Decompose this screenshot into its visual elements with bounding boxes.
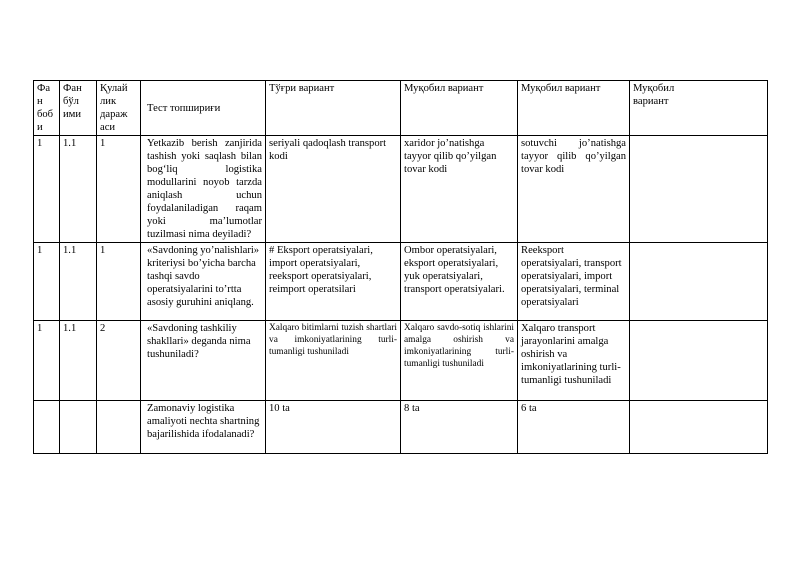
header-muqobil1: Муқобил вариант xyxy=(401,81,518,136)
test-questions-table xyxy=(33,80,768,454)
cell-togri: seriyali qadoqlash transport kodi xyxy=(266,136,401,243)
cell-daraja xyxy=(97,401,141,454)
table-row xyxy=(34,136,768,243)
table-header-row xyxy=(34,81,768,136)
header-bob: Фа н боб и xyxy=(34,81,60,136)
cell-bob xyxy=(34,401,60,454)
header-bolim: Фан бўл ими xyxy=(60,81,97,136)
cell-togri: # Eksport operatsiyalari, import operatsiyalari, reeksport operatsiyalari, reimport operatsilari xyxy=(266,243,401,321)
cell-daraja: 2 xyxy=(97,321,141,401)
cell-daraja: 1 xyxy=(97,136,141,243)
header-muqobil3: Муқобил вариант xyxy=(630,81,768,136)
cell-muqobil2: 6 ta xyxy=(518,401,630,454)
cell-muqobil3 xyxy=(630,243,768,321)
cell-muqobil2: Reeksport operatsiyalari, transport operatsiyalari, import operatsiyalari, terminal operatsiyalari xyxy=(518,243,630,321)
cell-savol: Zamonaviy logistika amaliyoti nechta shartning bajarilishida ifodalanadi? xyxy=(141,401,266,454)
cell-muqobil3 xyxy=(630,401,768,454)
cell-savol: «Savdoning yo’nalishlari» kriteriysi bo’yicha barcha tashqi savdo operatsiyalarini to’rtta asosiy guruhini aniqlang. xyxy=(141,243,266,321)
header-daraja: Қулай лик дараж аси xyxy=(97,81,141,136)
cell-bolim: 1.1 xyxy=(60,243,97,321)
header-savol: Тест топшириғи xyxy=(141,81,266,136)
cell-bob: 1 xyxy=(34,136,60,243)
table-row xyxy=(34,243,768,321)
cell-muqobil1: Ombor operatsiyalari, eksport operatsiyalari, yuk operatsiyalari, transport operatsiyalari. xyxy=(401,243,518,321)
cell-daraja: 1 xyxy=(97,243,141,321)
cell-muqobil3 xyxy=(630,321,768,401)
cell-muqobil1: xaridor jo’natishga tayyor qilib qo’yilgan tovar kodi xyxy=(401,136,518,243)
cell-bob: 1 xyxy=(34,243,60,321)
cell-muqobil2: Xalqaro transport jarayonlarini amalga oshirish va imkoniyatlarining turli-tumanligi tushuniladi xyxy=(518,321,630,401)
cell-bob: 1 xyxy=(34,321,60,401)
header-togri: Тўғри вариант xyxy=(266,81,401,136)
cell-muqobil3 xyxy=(630,136,768,243)
table-row xyxy=(34,401,768,454)
header-muqobil2: Муқобил вариант xyxy=(518,81,630,136)
cell-bolim: 1.1 xyxy=(60,136,97,243)
cell-muqobil1: Xalqaro savdo-sotiq ishlarini amalga oshirish va imkoniyatlarining turli-tumanligi tushuniladi xyxy=(401,321,518,401)
cell-muqobil2: sotuvchi jo’natishga tayyor qilib qo’yilgan tovar kodi xyxy=(518,136,630,243)
cell-bolim: 1.1 xyxy=(60,321,97,401)
cell-togri: Xalqaro bitimlarni tuzish shartlari va imkoniyatlarining turli-tumanligi tushuniladi xyxy=(266,321,401,401)
cell-muqobil1: 8 ta xyxy=(401,401,518,454)
cell-savol: Yetkazib berish zanjirida tashish yoki saqlash bilan bog‘liq logistika modullarini noyob tarzda aniqlash uchun foydalaniladigan raqam yoki ma’lumotlar tuzilmasi nima deyiladi? xyxy=(141,136,266,243)
table-row xyxy=(34,321,768,401)
cell-bolim xyxy=(60,401,97,454)
cell-togri: 10 ta xyxy=(266,401,401,454)
cell-savol: «Savdoning tashkiliy shakllari» deganda nima tushuniladi? xyxy=(141,321,266,401)
